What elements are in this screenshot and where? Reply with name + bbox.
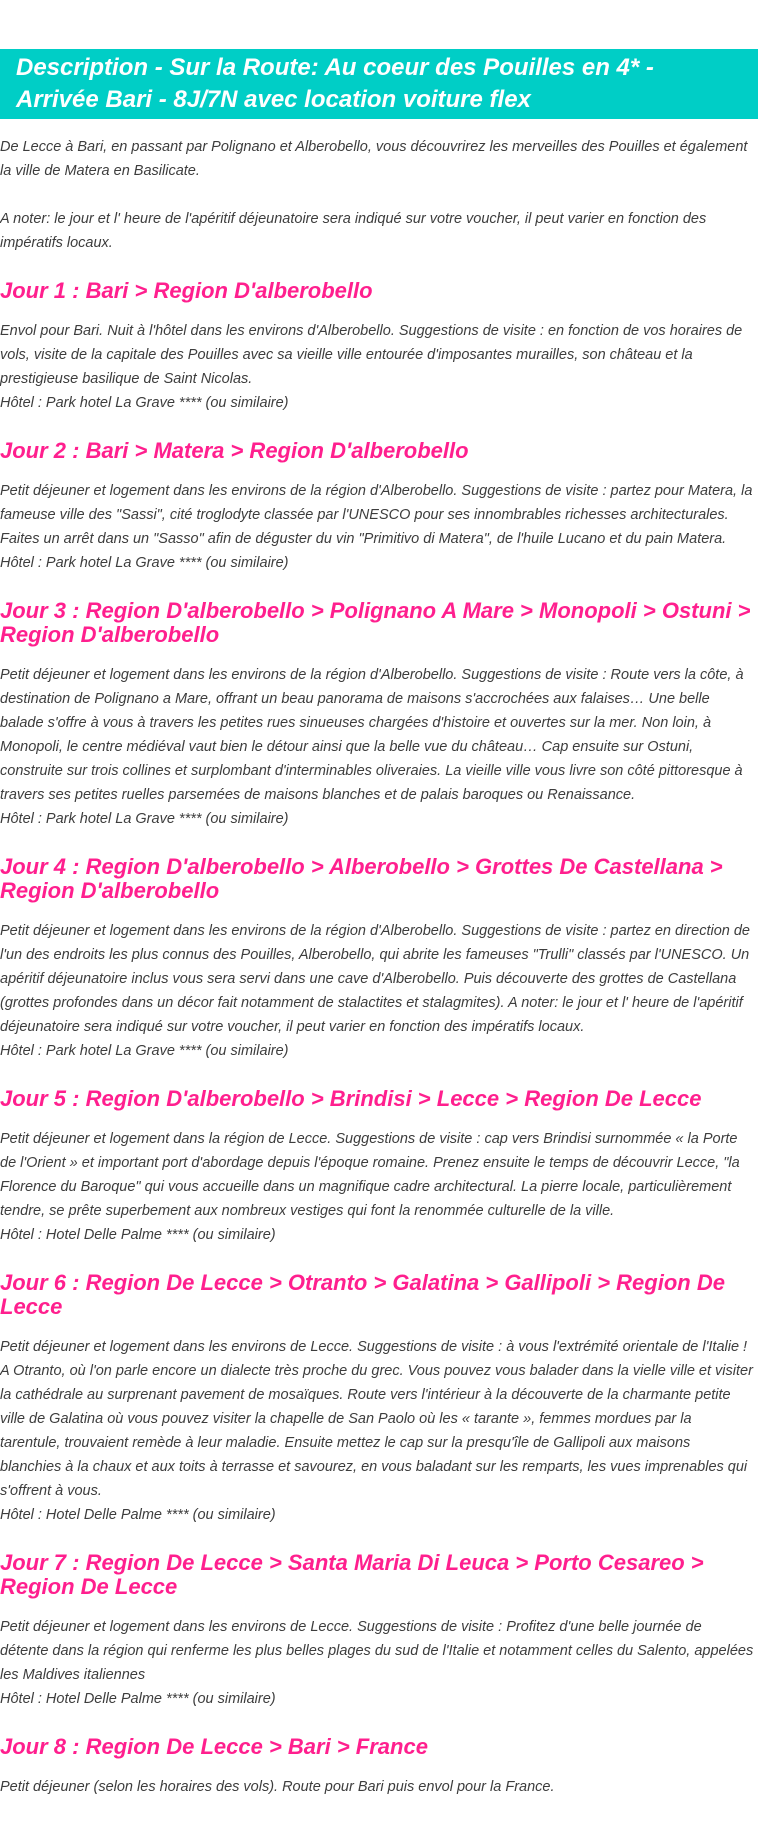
day-hotel: Hôtel : Park hotel La Grave **** (ou similaire) (0, 1043, 289, 1059)
day-hotel: Hôtel : Hotel Delle Palme **** (ou similaire) (0, 1691, 276, 1707)
day-section-1 (0, 279, 758, 415)
day-title: Jour 7 : Region De Lecce > Santa Maria Di Leuca > Porto Cesareo > Region De Lecce (0, 1550, 704, 1599)
day-title: Jour 6 : Region De Lecce > Otranto > Galatina > Gallipoli > Region De Lecce (0, 1270, 725, 1319)
day-description (0, 479, 758, 575)
day-hotel: Hôtel : Hotel Delle Palme **** (ou similaire) (0, 1507, 276, 1523)
day-description (0, 1335, 758, 1527)
day-hotel: Hôtel : Park hotel La Grave **** (ou similaire) (0, 811, 289, 827)
day-section-5 (0, 1087, 758, 1247)
day-description (0, 663, 758, 831)
day-text: Petit déjeuner et logement dans les environs de Lecce. Suggestions de visite : à vous l'extrémité orientale de l'Italie ! A Otranto, où l'on parle encore un dialecte très proche du grec. Vous pouvez vous balader dans la vielle ville et visiter la cathédrale au surprenant pavement de mosaïques. Route vers l'intérieur à la découverte de la charmante petite ville de Galatina où vous pouvez visiter la chapelle de San Paolo où les « tarante », femmes mordues par la tarentule, trouvaient remède à leur maladie. Ensuite mettez le cap sur la presqu'île de Gallipoli aux maisons blanchies à la chaux et aux toits à terrasse et savourez, en vous baladant sur les remparts, les vues imprenables qui s'offrent à vous. (0, 1339, 753, 1499)
day-text: Petit déjeuner et logement dans les environs de la région d'Alberobello. Suggestions de visite : partez en direction de l'un des endroits les plus connus des Pouilles, Alberobello, qui abrite les fameuses "Trulli" classés par l'UNESCO. Un apéritif déjeunatoire inclus vous sera servi dans une cave d'Alberobello. Puis découverte des grottes de Castellana (grottes profondes dans un décor fait notamment de stalactites et stalagmites). A noter: le jour et l' heure de l'apéritif déjeunatoire sera indiqué sur votre voucher, il peut varier en fonction des impératifs locaux. (0, 923, 750, 1035)
day-title: Jour 3 : Region D'alberobello > Polignano A Mare > Monopoli > Ostuni > Region D'alberobello (0, 598, 751, 647)
day-title: Jour 5 : Region D'alberobello > Brindisi > Lecce > Region De Lecce (0, 1086, 702, 1111)
day-title: Jour 1 : Bari > Region D'alberobello (0, 278, 373, 303)
day-description (0, 1775, 758, 1799)
day-text: Petit déjeuner et logement dans la région de Lecce. Suggestions de visite : cap vers Brindisi surnommée « la Porte de l'Orient » et important port d'abordage depuis l'époque romaine. Prenez ensuite le temps de découvrir Lecce, "la Florence du Baroque" qui vous accueille dans un magnifique cadre architectural. La pierre locale, particulièrement tendre, se prête superbement aux nombreux vestiges qui font la renommée culturelle de la ville. (0, 1131, 740, 1219)
day-section-2 (0, 439, 758, 575)
day-text: Envol pour Bari. Nuit à l'hôtel dans les environs d'Alberobello. Suggestions de visite : en fonction de vos horaires de vols, visite de la capitale des Pouilles avec sa vieille ville entourée d'imposantes murailles, son château et la prestigieuse basilique de Saint Nicolas. (0, 323, 743, 387)
day-description (0, 919, 758, 1063)
day-section-7 (0, 1551, 758, 1711)
day-title: Jour 2 : Bari > Matera > Region D'alberobello (0, 438, 469, 463)
day-description (0, 319, 758, 415)
day-title: Jour 8 : Region De Lecce > Bari > France (0, 1734, 428, 1759)
page-title: Description - Sur la Route: Au coeur des Pouilles en 4* - Arrivée Bari - 8J/7N avec location voiture flex (0, 49, 758, 119)
day-text: Petit déjeuner et logement dans les environs de Lecce. Suggestions de visite : Profitez d'une belle journée de détente dans la région qui renferme les plus belles plages du sud de l'Italie et notamment celles du Salento, appelées les Maldives italiennes (0, 1619, 754, 1683)
day-section-4 (0, 855, 758, 1063)
day-text: Petit déjeuner (selon les horaires des vols). Route pour Bari puis envol pour la France. (0, 1779, 555, 1795)
day-hotel: Hôtel : Park hotel La Grave **** (ou similaire) (0, 555, 289, 571)
day-section-3 (0, 599, 758, 831)
day-text: Petit déjeuner et logement dans les environs de la région d'Alberobello. Suggestions de visite : Route vers la côte, à destination de Polignano a Mare, offrant un beau panorama de maisons s'accrochées aux falaises… Une belle balade s'offre à vous à travers les petites rues sinueuses chargées d'histoire et ouvertes sur la mer. Non loin, à Monopoli, le centre médiéval vaut bien le détour ainsi que la belle vue du château… Cap ensuite sur Ostuni, construite sur trois collines et surplombant d'interminables oliveraies. La vieille ville vous livre son côté pittoresque à travers ses petites ruelles parsemées de maisons blanches et de palais baroques ou Renaissance. (0, 667, 744, 803)
day-hotel: Hôtel : Hotel Delle Palme **** (ou similaire) (0, 1227, 276, 1243)
day-section-6 (0, 1271, 758, 1527)
day-description (0, 1127, 758, 1247)
day-hotel: Hôtel : Park hotel La Grave **** (ou similaire) (0, 395, 289, 411)
day-description (0, 1615, 758, 1711)
intro-paragraph: De Lecce à Bari, en passant par Polignano et Alberobello, vous découvrirez les merveilles des Pouilles et également la ville de Matera en Basilicate. (0, 139, 748, 179)
day-section-8 (0, 1735, 758, 1799)
day-title: Jour 4 : Region D'alberobello > Alberobello > Grottes De Castellana > Region D'alberobello (0, 854, 723, 903)
day-text: Petit déjeuner et logement dans les environs de la région d'Alberobello. Suggestions de visite : partez pour Matera, la fameuse ville des "Sassi", cité troglodyte classée par l'UNESCO pour ses innombrables richesses architecturales. Faites un arrêt dans un "Sasso" afin de déguster du vin "Primitivo di Matera", de l'huile Lucano et du pain Matera. (0, 483, 753, 547)
intro-note: A noter: le jour et l' heure de l'apéritif déjeunatoire sera indiqué sur votre voucher, il peut varier en fonction des impératifs locaux. (0, 211, 707, 251)
intro-section (0, 119, 758, 255)
